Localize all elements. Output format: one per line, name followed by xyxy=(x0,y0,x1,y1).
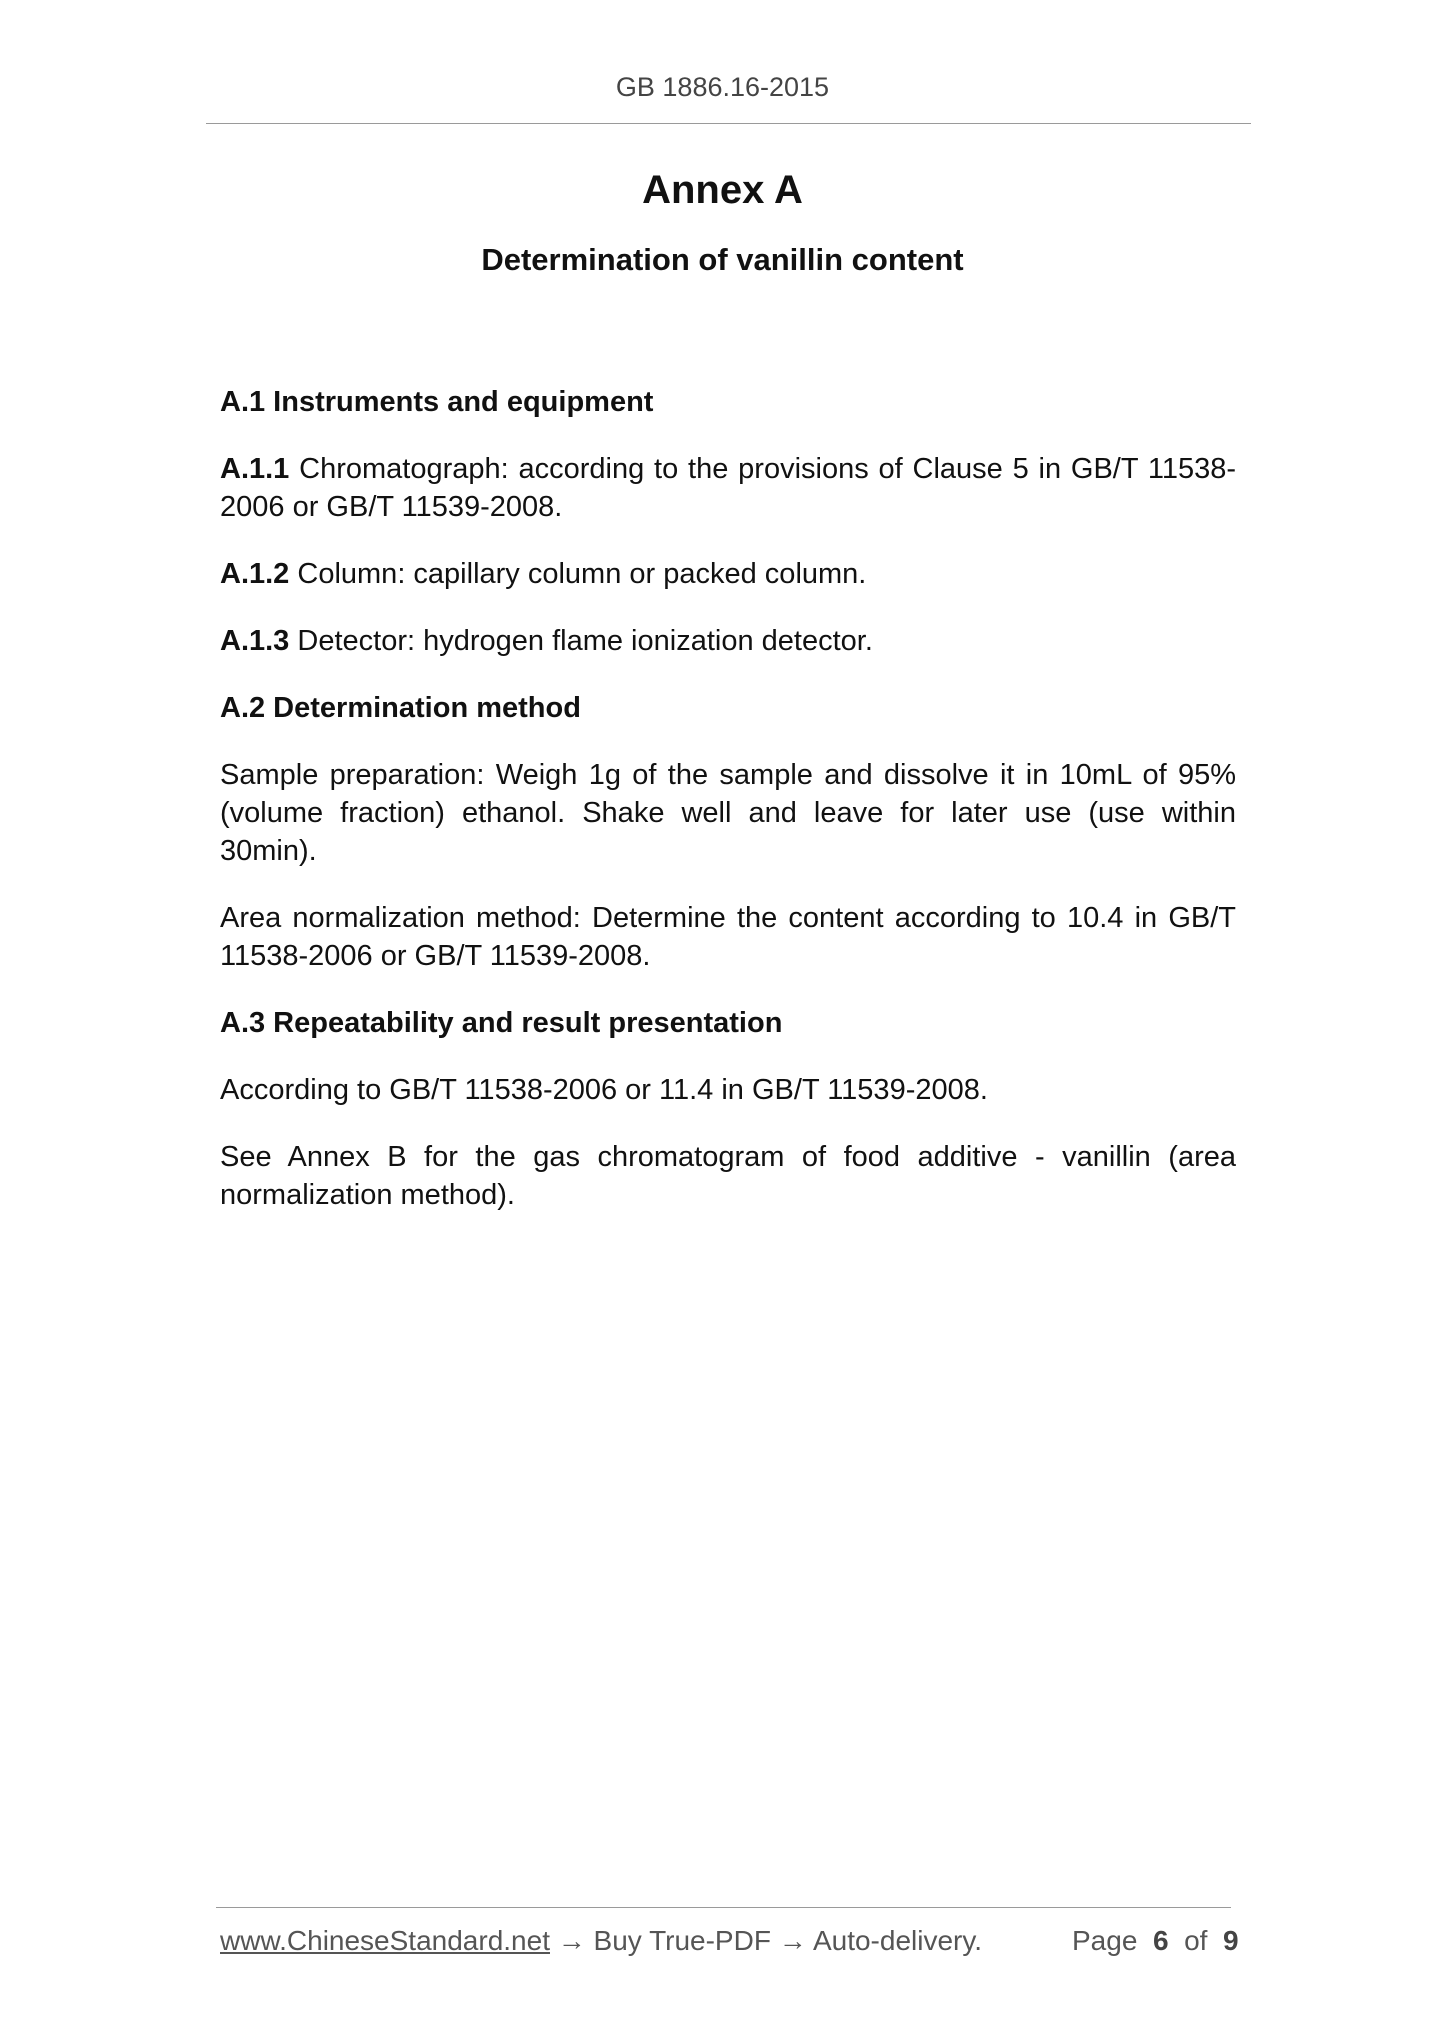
clause-a13-number: A.1.3 xyxy=(220,625,290,657)
footer-site-link[interactable]: www.ChineseStandard.net xyxy=(220,1925,550,1956)
footer-buy-text: Buy True-PDF xyxy=(593,1925,771,1956)
area-normalization-paragraph: Area normalization method: Determine the content according to 10.4 in GB/T 11538-2006 or GB/T 11539-2008. xyxy=(220,902,1236,972)
page-indicator xyxy=(1072,1925,1239,1957)
annex-body xyxy=(220,383,1236,1243)
annex-subtitle: Determination of vanillin content xyxy=(481,242,964,277)
see-annex-b-paragraph: See Annex B for the gas chromatogram of food additive - vanillin (area normalization method). xyxy=(220,1141,1236,1211)
arrow-right-icon: → xyxy=(778,1925,807,1956)
page-label: Page xyxy=(1072,1925,1138,1956)
arrow-right-icon: → xyxy=(557,1925,586,1956)
footer-delivery-text: Auto-delivery. xyxy=(812,1925,983,1956)
section-a2-heading: A.2 Determination method xyxy=(220,692,581,724)
clause-a12-text: Column: capillary column or packed column. xyxy=(289,558,867,590)
footer-promo xyxy=(220,1925,982,1957)
clause-a12 xyxy=(220,555,1236,593)
page-total: 9 xyxy=(1223,1925,1239,1956)
clause-a12-number: A.1.2 xyxy=(220,558,290,590)
clause-a11 xyxy=(220,450,1236,526)
page-current: 6 xyxy=(1152,1925,1169,1956)
section-a1-heading: A.1 Instruments and equipment xyxy=(220,386,654,418)
annex-title: Annex A xyxy=(642,168,803,212)
clause-a13-text: Detector: hydrogen flame ionization detector. xyxy=(289,625,873,657)
according-paragraph: According to GB/T 11538-2006 or 11.4 in GB/T 11539-2008. xyxy=(220,1074,988,1106)
clause-a11-text: Chromatograph: according to the provisions of Clause 5 in GB/T 11538-2006 or GB/T 11539-2008. xyxy=(220,453,1236,523)
section-a3-heading: A.3 Repeatability and result presentation xyxy=(220,1007,783,1039)
sample-preparation-paragraph: Sample preparation: Weigh 1g of the sample and dissolve it in 10mL of 95% (volume fraction) ethanol. Shake well and leave for later use (use within 30min). xyxy=(220,759,1236,867)
clause-a11-number: A.1.1 xyxy=(220,453,290,485)
of-label: of xyxy=(1184,1925,1208,1956)
header-divider xyxy=(206,123,1251,124)
clause-a13 xyxy=(220,622,1236,660)
document-code-header: GB 1886.16-2015 xyxy=(615,72,830,102)
footer-divider xyxy=(216,1907,1231,1908)
